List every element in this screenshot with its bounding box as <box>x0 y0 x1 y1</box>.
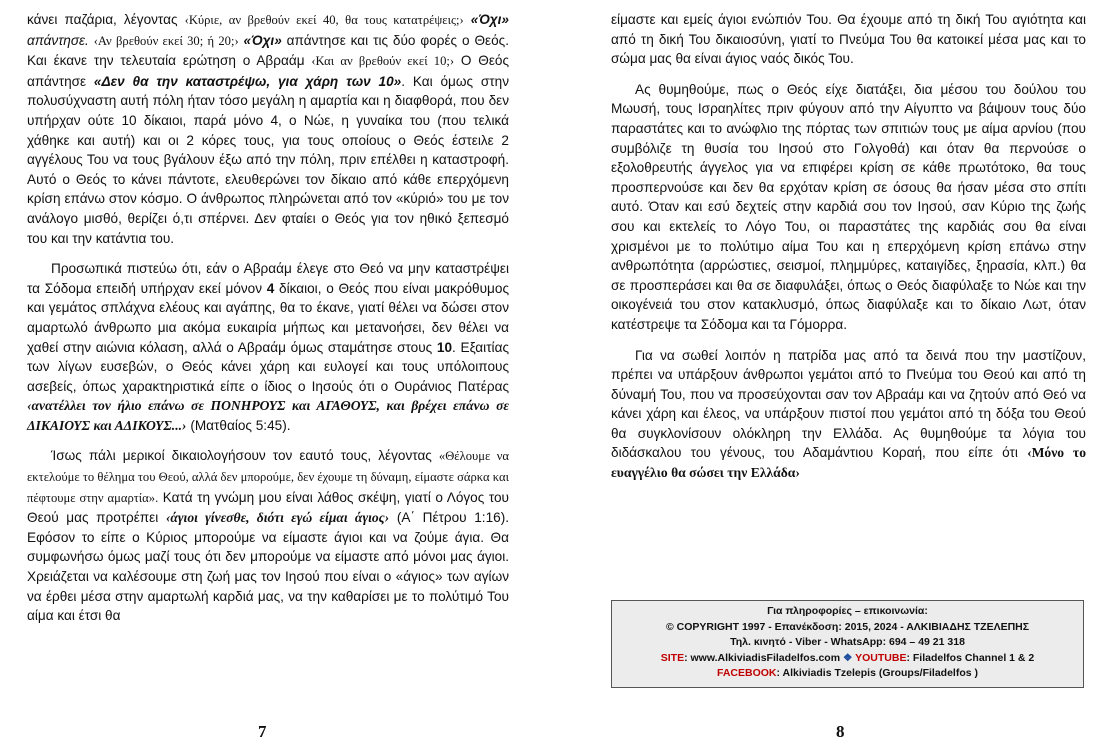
excuse-quote: «Θέλουμε να εκτελούμε το θέλημα του Θεού, αλλά δεν μπορούμε, δεν έχουμε τη δύναμη, είμαστε σάρκα και πέφτουμε στην αμαρτία». <box>27 449 509 505</box>
korais-quote: ‹Μόνο το ευαγγέλιο θα σώσει την Ελλάδα› <box>611 445 1086 481</box>
phone-line: Τηλ. κινητό - Viber - WhatsApp: 694 – 49 21 318 <box>730 636 965 648</box>
quote-40: ‹Κύριε, αν βρεθούν εκεί 40, θα τους κατατρέψεις;› <box>184 13 464 27</box>
left-paragraph-2: Προσωπικά πιστεύω ότι, εάν ο Αβραάμ έλεγε στο Θεό να μην καταστρέψει τα Σόδομα επειδή υπήρχαν εκεί μόνον 4 δίκαιοι, ο Θεός που είναι μακρόθυμος και γεμάτος σπλάχνα ελέους και αγάπης, θα το έκανε, γιατί θέλει να δώσει στον αμαρτωλό άνθρωπο μια ακόμα ευκαιρία μήπως και μετανοήσει, δεν θέλει να χαθεί στην αιώνια κόλαση, αλλά ο Αβραάμ όμως σταμάτησε στους 10. Εξαιτίας των λίγων ευσεβών, ο Θεός κάνει χάρη και ευλογεί και τους υπόλοιπους ασεβείς, όπως χαρακτηριστικά είπε ο ίδιος ο Ιησούς ότι ο Ουράνιος Πατέρας ‹ανατέλλει τον ήλιο επάνω σε ΠΟΝΗΡΟΥΣ και ΑΓΑΘΟΥΣ, και βρέχει επάνω σε ΔΙΚΑΙΟΥΣ και ΑΔΙΚΟΥΣ...› (Ματθαίος 5:45). <box>27 261 509 433</box>
scripture-quote-matthew: ‹ανατέλλει τον ήλιο επάνω σε ΠΟΝΗΡΟΥΣ και ΑΓΑΘΟΥΣ, και βρέχει επάνω σε ΔΙΚΑΙΟΥΣ και ΑΔΙΚΟΥΣ...› <box>27 398 509 433</box>
number-10: 10 <box>436 339 453 355</box>
site-link[interactable]: : www.AlkiviadisFiladelfos.com <box>684 651 841 664</box>
site-youtube-line <box>612 651 1083 667</box>
left-paragraph-1: κάνει παζάρια, λέγοντας ‹Κύριε, αν βρεθούν εκεί 40, θα τους κατατρέψεις;› «Όχι» απάντησε. ‹Αν βρεθούν εκεί 30; ή 20;› «Όχι» απάντησε και τις δύο φορές ο Θεός. Και έκανε την τελευταία ερώτηση ο Αβραάμ ‹Και αν βρεθούν εκεί 10;› Ο Θεός απάντησε «Δεν θα την καταστρέψω, για χάρη των 10». Και όμως στην πολυσύχναστη αυτή πόλη ήταν τόσο μεγάλη η αμαρτία και η διαφθορά, που δεν υπήρχαν ούτε 10 δίκαιοι, παρά μόνο 4, ο Νώε, η γυναίκα του (που τελικά χάθηκε και αυτή) και οι 2 κόρες τους, για τους οποίους ο Θεός έστειλε 2 αγγέλους Του να τους βγάλουν έξω από την πόλη, πριν επέλθει η καταστροφή. Αυτό ο Θεός το κάνει πάντοτε, ελευθερώνει τον δίκαιο από κάθε επερχόμενη κρίση επάνω στον κόσμο. Ο άνθρωπος πληρώνεται από τον «κύριό» του με τον ανάλογο μισθό, θερίζει ό,τι σπέρνει. Δεν φταίει ο Θεός για τον ηθικό ξεπεσμό του και την κατάντια του. <box>27 12 510 246</box>
youtube-label: YOUTUBE <box>855 651 907 664</box>
site-label: SITE <box>660 651 685 664</box>
copyright-line: © COPYRIGHT 1997 - Επανέκδοση: 2015, 2024 - ΑΛΚΙΒΙΑΔΗΣ ΤΖΕΛΕΠΗΣ <box>665 620 1030 633</box>
right-page <box>611 10 1086 494</box>
contact-box <box>611 600 1084 688</box>
youtube-link[interactable]: : Filadelfos Channel 1 & 2 <box>906 651 1035 664</box>
diamond-icon: ❖ <box>842 651 853 664</box>
right-paragraph-2: Ας θυμηθούμε, πως ο Θεός είχε διατάξει, δια μέσου του δούλου του Μωυσή, τους Ισραηλίτες πριν φύγουν από την Αίγυπτο να βάψουν τους δύο παραστάτες και το ανώφλιο της πόρτας των σπιτιών τους με αίμα αρνίου (που συμβόλιζε τη θυσία του Ιησού στο Γολγοθά) και όταν θα περνούσε ο εξολοθρευτής άγγελος για να επιφέρει κρίση σε κάθε πρωτότοκο, θα τους προσπερνούσε και δεν θα ερχόταν κρίση σε όσους θα ήσαν μέσα στο σπίτι αυτό. Όταν και εσύ δεχτείς στην καρδιά σου τον Ιησού, σαν Κύριο της ζωής σου και εκτελείς το Λόγο Του, οι παραστάτες της καρδιάς σου θα είναι χρισμένοι με το πολύτιμο αίμα Του και η επερχόμενη κρίση επάνω στην ανθρωπότητα (αρρώστιες, σεισμοί, πλημμύρες, καταιγίδες, ξηρασία, κλπ.) θα σε προσπεράσει και θα σε διαφυλάξει, όπως ο Θεός διαφύλαξε το Νώε και την οικογένειά του στον κατακλυσμό, όπως διαφύλαξε και το δίκαιο Λωτ, όταν κατέστρεψε τα Σόδομα και τα Γόμορρα. <box>611 81 1086 332</box>
right-paragraph-3: Για να σωθεί λοιπόν η πατρίδα μας από τα δεινά που την μαστίζουν, πρέπει να υπάρξουν άνθρωποι γεμάτοι από το Πνεύμα του Θεού και από τη δύναμή Του, που να προσεύχονται σαν τον Αβραάμ και να ζητούν από Θεό να κάνει χάρη και έλεος, να υπάρξουν πιστοί που γεμάτοι από τη δόξα του Θεού θα συγκλονίσουν ολόκληρη την Ελλάδα. Ας θυμηθούμε τα λόγια του διδάσκαλου του γένους, του Αδαμάντιου Κοραή, που είπε ότι ‹Μόνο το ευαγγέλιο θα σώσει την Ελλάδα› <box>611 347 1086 481</box>
scripture-quote-peter: ‹άγιοι γίνεσθε, διότι εγώ είμαι άγιος› <box>165 510 390 526</box>
left-paragraph-3: Ίσως πάλι μερικοί δικαιολογήσουν τον εαυτό τους, λέγοντας «Θέλουμε να εκτελούμε το θέλημα του Θεού, αλλά δεν μπορούμε, δεν έχουμε τη δύναμη, είμαστε σάρκα και πέφτουμε στην αμαρτία». Κατά τη γνώμη μου είναι λάθος σκέψη, γιατί ο Λόγος του Θεού μας προτρέπει ‹άγιοι γίνεσθε, διότι εγώ είμαι άγιος› (Α΄ Πέτρου 1:16). Εφόσον το είπε ο Κύριος μπορούμε να είμαστε άγιοι και να ζούμε άγια. Θα συμφωνήσω όμως μαζί τους ότι δεν μπορούμε να είμαστε από μόνοι μας άγιοι. Χρειάζεται να καλέσουμε στη ζωή μας τον Ιησού που είναι ο «άγιος» των αγίων να έρθει μέσα στην αμαρτωλή καρδιά μας, να την καθαρίσει με το πολύτιμό Του αίμα και έτσι θα <box>27 448 509 624</box>
reply-no-2: «Όχι» <box>238 32 282 48</box>
reply-not-destroy: «Δεν θα την καταστρέψω, για χάρη των 10» <box>93 73 402 89</box>
facebook-line <box>612 666 1083 682</box>
reply-no-1: «Όχι» <box>463 12 509 27</box>
copyright-icon: © <box>665 620 674 633</box>
number-4: 4 <box>266 280 275 296</box>
facebook-label: FACEBOOK <box>717 667 777 679</box>
page-number-left: 7 <box>258 722 267 741</box>
quote-30-20: ‹Αν βρεθούν εκεί 30; ή 20;› <box>93 33 239 48</box>
quote-10: ‹Και αν βρεθούν εκεί 10;› <box>311 54 455 69</box>
facebook-link[interactable]: : Alkiviadis Tzelepis (Groups/Filadelfos ) <box>776 667 978 679</box>
right-paragraph-1: είμαστε και εμείς άγιοι ενώπιόν Του. Θα έχουμε από τη δική Του αγιότητα και από τη δική Του δικαιοσύνη, γιατί το Πνεύμα Του θα κατοικεί μέσα μας και το σώμα μας θα είναι άγιος ναός δικός Του. <box>611 12 1086 67</box>
left-page <box>27 10 509 637</box>
page-number-right: 8 <box>836 722 845 741</box>
contact-heading: Για πληροφορίες – επικοινωνία: <box>767 605 928 617</box>
